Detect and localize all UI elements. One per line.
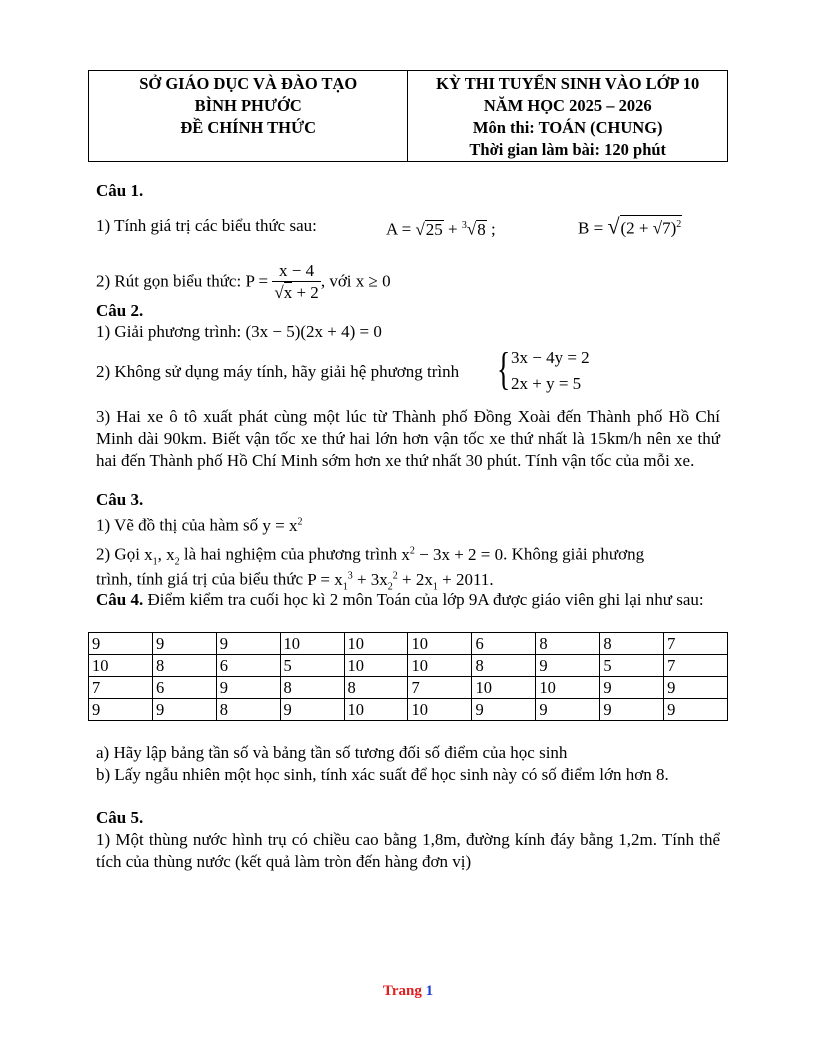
q3-part2-a: 2) Gọi bbox=[96, 544, 140, 564]
table-cell: 8 bbox=[600, 633, 664, 655]
system-eq-1: 3x − 4y = 2 bbox=[511, 348, 590, 367]
table-cell: 8 bbox=[152, 655, 216, 677]
table-row bbox=[89, 677, 728, 699]
q4-intro-text: Điểm kiểm tra cuối học kì 2 môn Toán của lớp 9A được giáo viên ghi lại như sau: bbox=[143, 590, 704, 609]
q3-title: Câu 3. bbox=[96, 490, 144, 509]
q3-part2-d: trình, tính giá trị của biểu thức bbox=[96, 569, 304, 589]
header-left bbox=[89, 71, 408, 162]
table-cell: 5 bbox=[280, 655, 344, 677]
table-cell: 10 bbox=[344, 655, 408, 677]
table-cell: 9 bbox=[664, 677, 728, 699]
table-cell: 7 bbox=[664, 655, 728, 677]
q4-intro bbox=[96, 589, 720, 611]
table-cell: 6 bbox=[152, 677, 216, 699]
table-cell: 9 bbox=[664, 699, 728, 721]
q2-part1-equation: (3x − 5)(2x + 4) = 0 bbox=[245, 322, 382, 341]
system-eq-2: 2x + y = 5 bbox=[511, 374, 582, 393]
table-cell: 10 bbox=[408, 633, 472, 655]
q1-part1 bbox=[96, 215, 317, 237]
table-cell: 10 bbox=[408, 655, 472, 677]
table-cell: 7 bbox=[89, 677, 153, 699]
q3-part2-b: là hai nghiệm của phương trình bbox=[183, 544, 398, 564]
q2-part2: 2) Không sử dụng máy tính, hãy giải hệ phương trình bbox=[96, 362, 460, 381]
fraction-p: $\frac{x - 4}{√x + 2}$ bbox=[274, 261, 319, 302]
table-cell: 9 bbox=[280, 699, 344, 721]
table-cell: 10 bbox=[536, 677, 600, 699]
expr-b: $B = √(2 + √7)^2$ bbox=[578, 213, 682, 239]
q5-part1: 1) Một thùng nước hình trụ có chiều cao bằng 1,8m, đường kính đáy bằng 1,2m. Tính thể tích của thùng nước (kết quả làm tròn đến hàng đơn vị) bbox=[96, 830, 720, 871]
q4-title: Câu 4. bbox=[96, 590, 144, 609]
department-name: SỞ GIÁO DỤC VÀ ĐÀO TẠO bbox=[139, 74, 358, 93]
q4-part-b: b) Lấy ngẫu nhiên một học sinh, tính xác suất để học sinh này có số điểm lớn hơn 8. bbox=[96, 765, 669, 784]
header-right bbox=[408, 71, 728, 162]
q2-part1 bbox=[96, 321, 382, 343]
table-cell: 10 bbox=[280, 633, 344, 655]
table-cell: 5 bbox=[600, 655, 664, 677]
equation-system bbox=[497, 343, 607, 398]
table-row bbox=[89, 699, 728, 721]
table-cell: 9 bbox=[536, 699, 600, 721]
q2-title: Câu 2. bbox=[96, 301, 144, 320]
table-cell: 9 bbox=[216, 633, 280, 655]
table-cell: 6 bbox=[472, 633, 536, 655]
official-label: ĐỀ CHÍNH THỨC bbox=[180, 118, 317, 137]
table-cell: 6 bbox=[216, 655, 280, 677]
table-cell: 10 bbox=[408, 699, 472, 721]
q3-part2: 2) Gọi $x_1$, $x_2$ là hai nghiệm của phương trình $x^2 - 3x + 2 = 0$. Không giải phương bbox=[96, 544, 645, 568]
page-label: Trang bbox=[382, 983, 422, 999]
table-cell: 8 bbox=[344, 677, 408, 699]
table-cell: 9 bbox=[600, 677, 664, 699]
table-row bbox=[89, 655, 728, 677]
q3-part2-cont: trình, tính giá trị của biểu thức $P = x_1^3 + 3x_2^2 + 2x_1 + 2011$. bbox=[96, 569, 494, 593]
table-cell: 9 bbox=[152, 699, 216, 721]
exam-title: KỲ THI TUYỂN SINH VÀO LỚP 10 bbox=[436, 74, 700, 93]
expr-a: A = √25 + $^3$√8 ; bbox=[386, 219, 496, 239]
q1-title: Câu 1. bbox=[96, 181, 144, 200]
q3-part1: 1) Vẽ đồ thị của hàm số $y = x^2$ bbox=[96, 515, 303, 535]
table-cell: 10 bbox=[472, 677, 536, 699]
q5-title: Câu 5. bbox=[96, 808, 144, 827]
scores-table bbox=[88, 632, 728, 721]
page-number: 1 bbox=[425, 983, 434, 999]
table-cell: 9 bbox=[89, 633, 153, 655]
school-year: NĂM HỌC 2025 – 2026 bbox=[483, 96, 652, 115]
brace-icon: { bbox=[497, 343, 511, 394]
table-cell: 8 bbox=[280, 677, 344, 699]
subject: Môn thi: TOÁN (CHUNG) bbox=[472, 118, 663, 137]
duration: Thời gian làm bài: 120 phút bbox=[469, 140, 667, 159]
q3-part2-c: . Không giải phương bbox=[503, 544, 645, 564]
table-cell: 9 bbox=[216, 677, 280, 699]
table-cell: 9 bbox=[152, 633, 216, 655]
exam-header bbox=[88, 70, 728, 162]
table-cell: 10 bbox=[344, 699, 408, 721]
table-cell: 7 bbox=[408, 677, 472, 699]
table-cell: 8 bbox=[536, 633, 600, 655]
table-cell: 9 bbox=[536, 655, 600, 677]
table-cell: 10 bbox=[344, 633, 408, 655]
table-cell: 9 bbox=[89, 699, 153, 721]
q2-part3: 3) Hai xe ô tô xuất phát cùng một lúc từ Thành phố Đồng Xoài đến Thành phố Hồ Chí Minh dài 90km. Biết vận tốc xe thứ hai lớn hơn vận tốc xe thứ nhất là 15km/h nên xe thứ hai đến Thành phố Hồ Chí Minh sớm hơn xe thứ nhất 30 phút. Tính vận tốc của mỗi xe. bbox=[96, 407, 720, 470]
table-cell: 7 bbox=[664, 633, 728, 655]
q4-part-a: a) Hãy lập bảng tần số và bảng tần số tương đối số điểm của học sinh bbox=[96, 743, 568, 762]
q1-part2: 2) Rút gọn biểu thức: P = $\frac{x - 4}{√x + 2}$ , với x ≥ 0 bbox=[96, 261, 391, 302]
province-name: BÌNH PHƯỚC bbox=[194, 96, 302, 115]
q1-part1-text: 1) Tính giá trị các biểu thức sau: bbox=[96, 216, 317, 235]
table-cell: 10 bbox=[89, 655, 153, 677]
table-row bbox=[89, 633, 728, 655]
table-cell: 8 bbox=[216, 699, 280, 721]
q1-part2-text: 2) Rút gọn biểu thức: bbox=[96, 271, 246, 291]
q2-part1-text: 1) Giải phương trình: bbox=[96, 322, 242, 341]
table-cell: 9 bbox=[472, 699, 536, 721]
page-footer bbox=[0, 983, 816, 1000]
table-cell: 8 bbox=[472, 655, 536, 677]
table-cell: 9 bbox=[600, 699, 664, 721]
q1-part2-cond: , với x ≥ 0 bbox=[320, 271, 391, 291]
q3-part1-text: 1) Vẽ đồ thị của hàm số bbox=[96, 515, 259, 535]
